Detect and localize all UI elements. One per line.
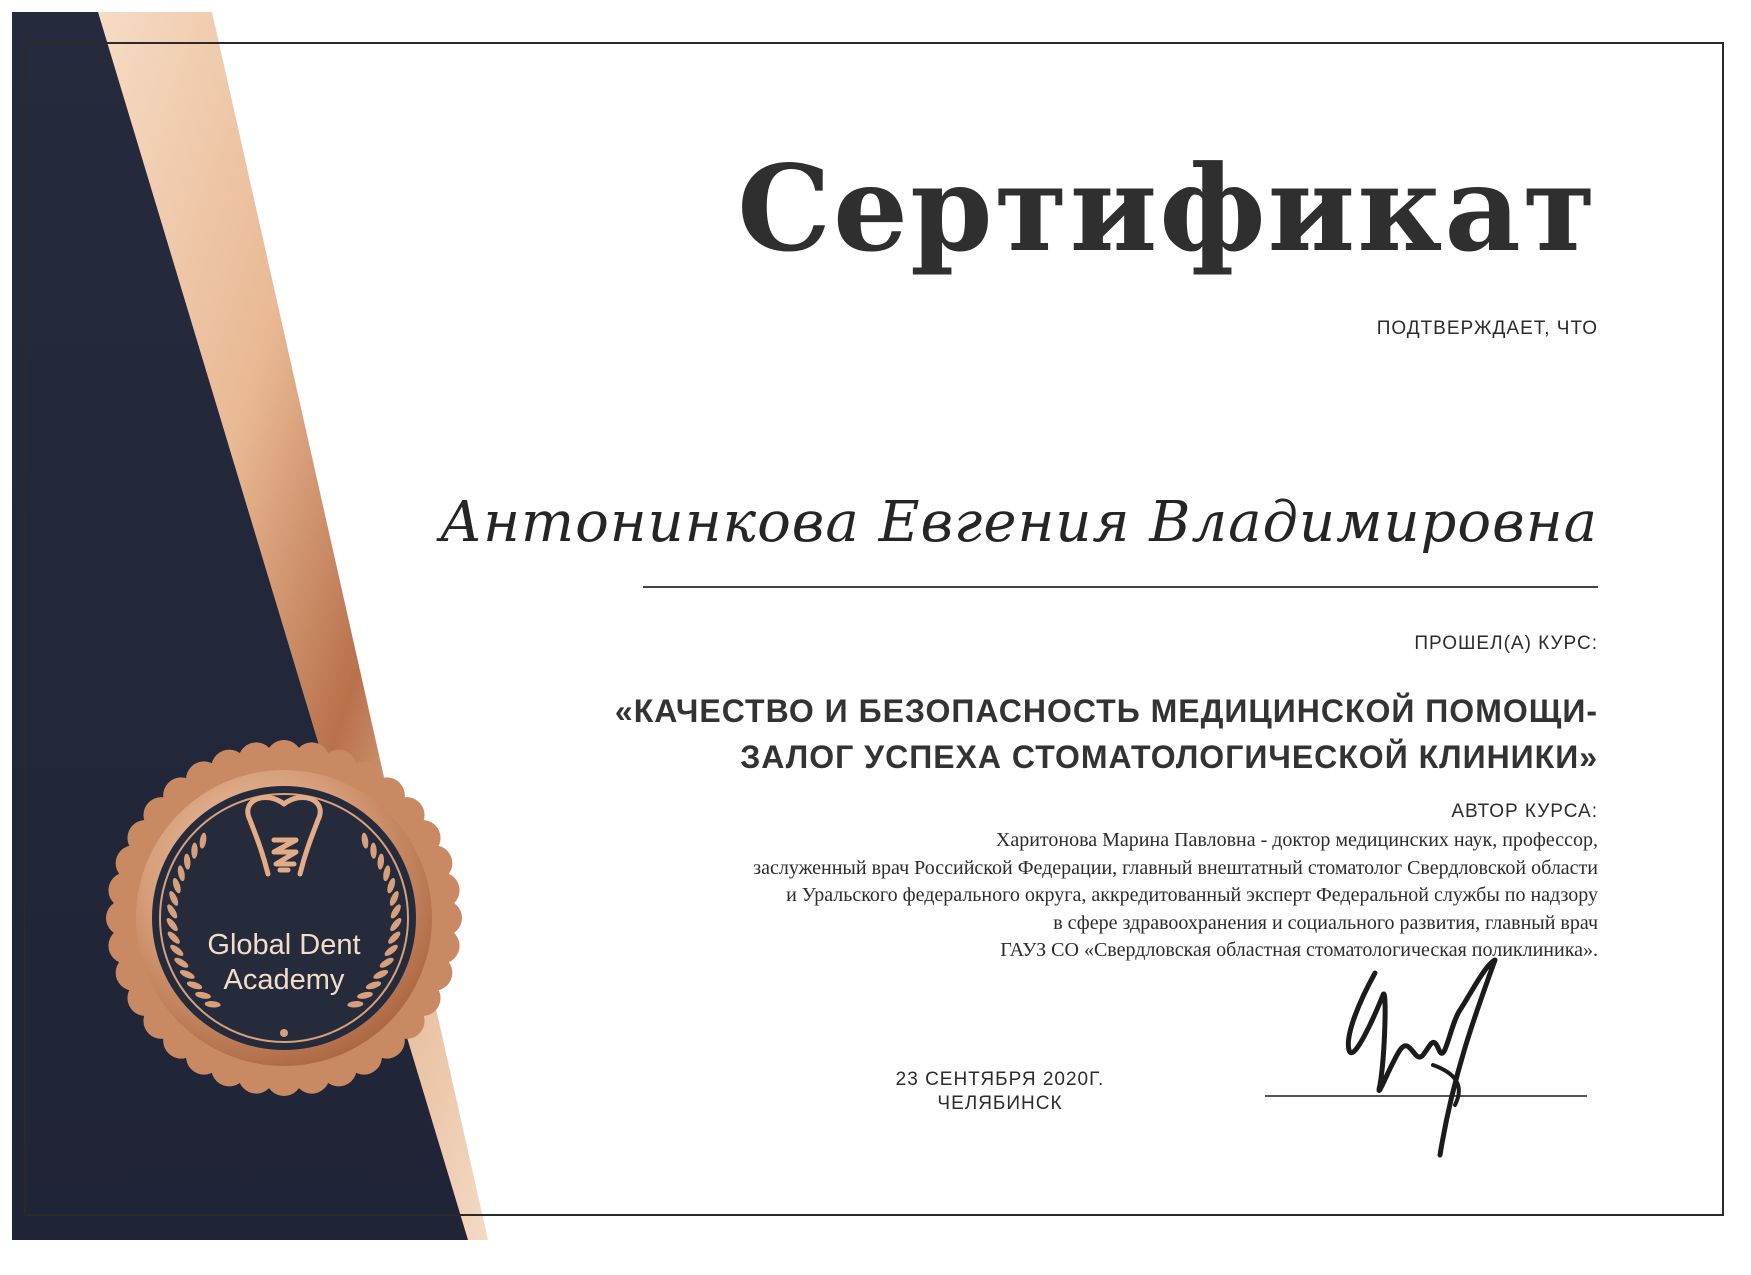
seal-badge: [103, 737, 465, 1099]
course-title-line: «КАЧЕСТВО И БЕЗОПАСНОСТЬ МЕДИЦИНСКОЙ ПОМОЩИ-: [614, 693, 1598, 729]
issue-date: 23 СЕНТЯБРЯ 2020Г.: [895, 1069, 1105, 1090]
course-title-line: ЗАЛОГ УСПЕХА СТОМАТОЛОГИЧЕСКОЙ КЛИНИКИ»: [740, 739, 1598, 775]
name-underline: [643, 586, 1598, 588]
seal-label: [103, 928, 465, 998]
author-label: АВТОР КУРСА:: [1451, 801, 1598, 822]
author-line: и Уральского федерального округа, аккредитованный эксперт Федеральной службы по надзору: [786, 884, 1598, 906]
author-line: ГАУЗ СО «Свердловская областная стоматологическая поликлиника».: [1000, 939, 1598, 961]
author-line: Харитонова Марина Павловна - доктор медицинских наук, профессор,: [995, 829, 1598, 851]
seal-inner-disc: [152, 786, 416, 1050]
author-line: в сфере здравоохранения и социального развития, главный врач: [1053, 911, 1598, 934]
issue-city: ЧЕЛЯБИНСК: [937, 1093, 1063, 1114]
issue-date-place: [840, 1068, 1160, 1116]
seal-line-2: Academy: [223, 964, 345, 996]
handwritten-signature: [1335, 955, 1515, 1170]
author-description: [753, 827, 1598, 965]
author-line: заслуженный врач Российской Федерации, главный внештатный стоматолог Свердловской области: [753, 856, 1598, 879]
course-title: [615, 688, 1598, 780]
recipient-name: Антонинкова Евгения Владимировна: [439, 490, 1598, 555]
course-label: ПРОШЕЛ(А) КУРС:: [1414, 633, 1598, 654]
confirms-label: ПОДТВЕРЖДАЕТ, ЧТО: [1376, 318, 1598, 339]
seal-line-1: Global Dent: [207, 929, 361, 961]
certificate-title: Сертификат: [737, 139, 1598, 278]
